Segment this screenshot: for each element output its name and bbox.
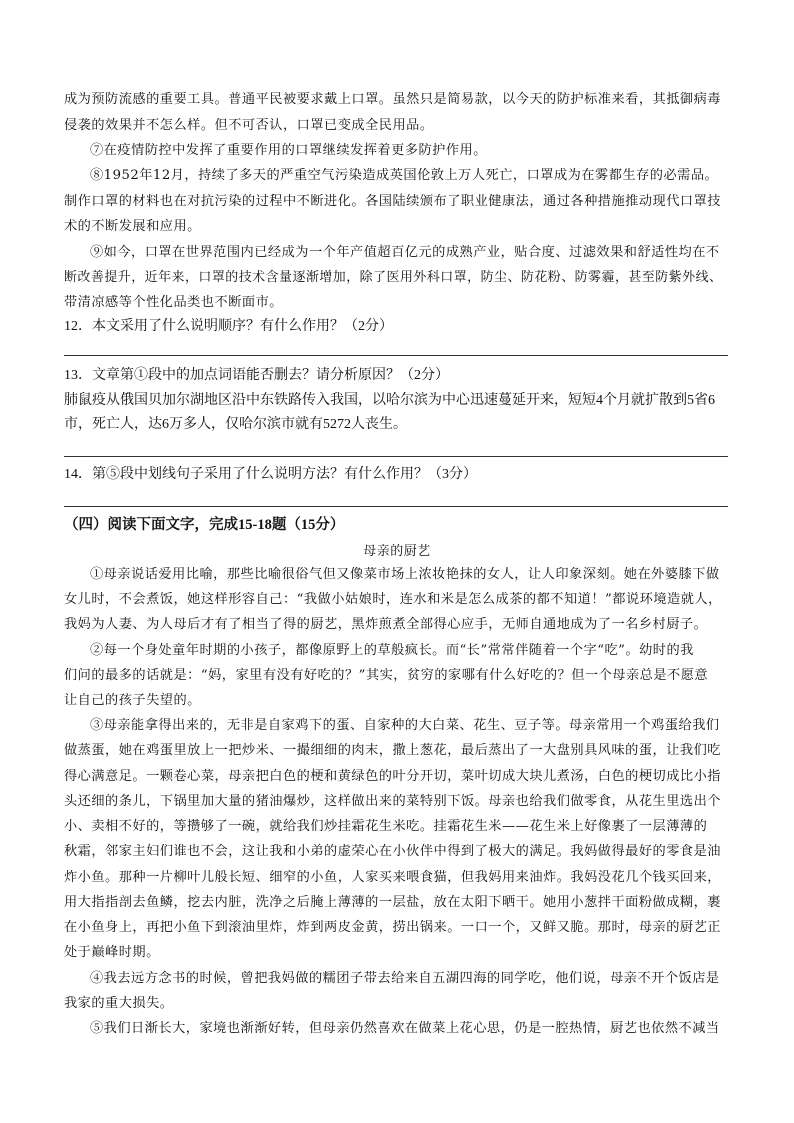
article-line: 用大指指剖去鱼鳞，挖去内脏，洗净之后腌上薄薄的一层盐，放在太阳下晒干。她用小葱拌干面粉做成糊，裹 <box>64 895 721 910</box>
article-line: 我家的重大损失。 <box>64 996 174 1011</box>
question-13-text: 市，死亡人，达6万多人，仅哈尔滨市就有5272人丧生。 <box>64 417 407 432</box>
article-line: 我妈为人妻、为人母后才有了相当了得的厨艺，黑炸煎煮全部得心应手，无师自通地成为了一名乡村厨子。 <box>64 617 708 632</box>
article-line: 得心满意足。一颗卷心菜，母亲把白色的梗和黄绿色的叶分开切，菜叶切成大块儿煮汤，白色的梗切成比小指 <box>64 769 721 784</box>
passage-line: 成为预防流感的重要工具。普通平民被要求戴上口罩。虽然只是简易款，以今天的防护标准来看，其抵御病毒 <box>64 92 721 107</box>
article-line: ④我去远方念书的时候，曾把我妈做的糯团子带去给来自五湖四海的同学吃，他们说，母亲不开个饭店是 <box>90 971 720 986</box>
question-13: 13．文章第①段中的加点词语能否删去？请分析原因？（2分） <box>64 368 449 383</box>
answer-line-13 <box>64 456 728 457</box>
article-line: 在小鱼身上，再把小鱼下到滚油里炸，炸到两皮金黄，捞出锅来。一口一个，又鲜又脆。那时，母亲的厨艺正 <box>64 920 721 935</box>
article-line: 做蒸蛋，她在鸡蛋里放上一把炒米、一撮细细的肉末，撒上葱花，最后蒸出了一大盘别具风味的蛋，让我们吃 <box>64 743 721 758</box>
article-line: 们问的最多的话就是：“妈，家里有没有好吃的？”其实，贫穷的家哪有什么好吃的？但一个母亲总是不愿意 <box>64 668 709 683</box>
question-13-text: 肺鼠疫从俄国贝加尔湖地区沿中东铁路传入我国，以哈尔滨为中心迅速蔓延开来，短短4个月就扩散到5省6 <box>64 393 715 408</box>
article-line: ①母亲说话爱用比喻，那些比喻很俗气但又像菜市场上浓妆艳抹的女人，让人印象深刻。她在外婆膝下做 <box>90 567 720 582</box>
question-12: 12．本文采用了什么说明顺序？有什么作用？（2分） <box>64 319 393 334</box>
question-14: 14．第⑤段中划线句子采用了什么说明方法？有什么作用？（3分） <box>64 467 477 482</box>
article-line: 处于巅峰时期。 <box>64 945 160 960</box>
article-line: 头还细的条儿，下锅里加大量的猪油爆炒，这样做出来的菜特别下饭。母亲也给我们做零食，从花生里选出个 <box>64 794 721 809</box>
article-line: 女儿时，不会煮饭，她这样形容自己：“我做小姑娘时，连水和米是怎么成茶的都不知道！”都说环境造就人， <box>64 592 722 607</box>
passage-line: ⑧1952年12月，持续了多天的严重空气污染造成英国伦敦上万人死亡，口罩成为在雾都生存的必需品。 <box>90 168 719 183</box>
article-line: 秋霜，邻家主妇们谁也不会，这让我和小弟的虚荣心在小伙伴中得到了极大的满足。我妈做得最好的零食是油 <box>64 844 721 859</box>
passage-line: 带清凉感等个性化品类也不断面市。 <box>64 295 283 310</box>
article-line: 让自己的孩子失望的。 <box>64 693 201 708</box>
article-title: 母亲的厨艺 <box>363 544 431 559</box>
article-line: ⑤我们日渐长大，家境也渐渐好转，但母亲仍然喜欢在做菜上花心思，仍是一腔热情，厨艺也依然不减当 <box>90 1021 720 1036</box>
passage-line: ⑦在疫情防控中发挥了重要作用的口罩继续发挥着更多防护作用。 <box>90 143 487 158</box>
passage-line: 侵袭的效果并不怎么样。但不可否认，口罩已变成全民用品。 <box>64 118 434 133</box>
passage-line: 制作口罩的材料也在对抗污染的过程中不断进化。各国陆续颁布了职业健康法，通过各种措施推动现代口罩技 <box>64 194 721 209</box>
article-line: 小、卖相不好的，等攒够了一碗，就给我们炒挂霜花生米吃。挂霜花生米——花生米上好像裹了一层薄薄的 <box>64 819 708 834</box>
passage-line: ⑨如今，口罩在世界范围内已经成为一个年产值超百亿元的成熟产业，贴合度、过滤效果和舒适性均在不 <box>90 245 720 260</box>
article-line: 炸小鱼。那种一片柳叶儿般长短、细窄的小鱼，人家买来喂食猫，但我妈用来油炸。我妈没花几个钱买回来， <box>64 870 721 885</box>
answer-line-12 <box>64 355 728 356</box>
article-line: ③母亲能拿得出来的，无非是自家鸡下的蛋、自家种的大白菜、花生、豆子等。母亲常用一个鸡蛋给我们 <box>90 718 720 733</box>
article-line: ②每一个身处童年时期的小孩子，都像原野上的草般疯长。而“长”常常伴随着一个字“吃”。幼时的我 <box>90 643 694 658</box>
passage-line: 术的不断发展和应用。 <box>64 219 201 234</box>
section-heading: （四）阅读下面文字，完成15-18题（15分） <box>64 517 345 533</box>
passage-line: 断改善提升，近年来，口罩的技术含量逐渐增加，除了医用外科口罩，防尘、防花粉、防雾霾，甚至防紫外线、 <box>64 270 723 285</box>
answer-line-14 <box>64 506 728 507</box>
